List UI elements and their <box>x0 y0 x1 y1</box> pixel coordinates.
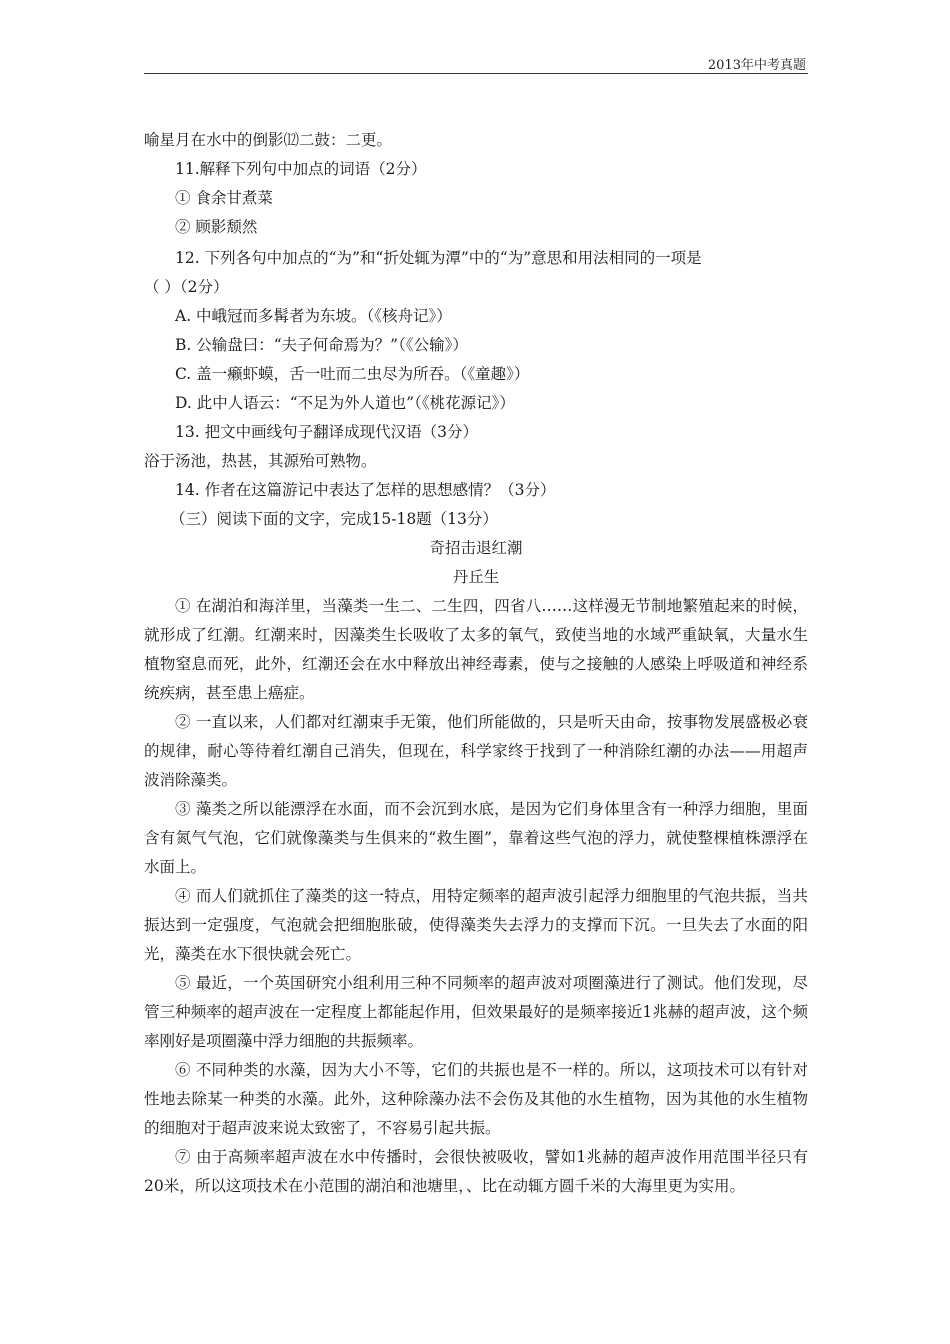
question-14: 14. 作者在这篇游记中表达了怎样的思想感情？（3分） <box>175 481 556 499</box>
article-paragraph-5: ⑤ 最近，一个英国研究小组利用三种不同频率的超声波对项圈藻进行了测试。他们发现，尽管三种频率的超声波在一定程度上都能起作用，但效果最好的是频率接近1兆赫的超声波，这个频率刚好是项圈藻中浮力细胞的共振频率。 <box>144 974 808 1050</box>
question-12-option-a: A. 中峨冠而多髯者为东坡。（《核舟记》） <box>175 307 452 325</box>
question-12: 12. 下列各句中加点的“为”和“折处辄为潭”中的“为”意思和用法相同的一项是 <box>175 249 702 267</box>
question-13-sentence: 浴于汤池，热甚，其源殆可熟物。 <box>144 452 377 470</box>
text-line: 喻星月在水中的倒影⑿二鼓：二更。 <box>144 131 393 149</box>
question-11: 11.解释下列句中加点的词语（2分） <box>175 160 427 178</box>
question-12-continued: （ ）（2分） <box>144 278 229 296</box>
question-11-item-1: ① 食余甘煮菜 <box>175 189 273 207</box>
article-paragraph-6: ⑥ 不同种类的水藻，因为大小不等，它们的共振也是不一样的。所以，这项技术可以有针对性地去除某一种类的水藻。此外，这种除藻办法不会伤及其他的水生植物，因为其他的水生植物的细胞对于超声波来说太致密了，不容易引起共振。 <box>144 1061 808 1137</box>
page-header-title: 2013年中考真题 <box>707 58 806 73</box>
question-12-option-b: B. 公输盘曰：“夫子何命焉为？”（《公输》） <box>175 336 468 354</box>
document-body <box>144 126 808 1201</box>
question-11-item-2: ② 顾影颓然 <box>175 218 258 236</box>
article-author: 丹丘生 <box>452 568 500 586</box>
article-paragraph-2: ② 一直以来，人们都对红潮束手无策，他们所能做的，只是听天由命，按事物发展盛极必衰的规律，耐心等待着红潮自己消失，但现在，科学家终于找到了一种消除红潮的办法——用超声波消除藻类。 <box>144 713 808 789</box>
article-paragraph-3: ③ 藻类之所以能漂浮在水面，而不会沉到水底，是因为它们身体里含有一种浮力细胞，里面含有氮气气泡，它们就像藻类与生俱来的“救生圈”，靠着这些气泡的浮力，就使整棵植株漂浮在水面上。 <box>144 800 808 876</box>
question-12-option-d: D. 此中人语云：“不足为外人道也”（《桃花源记》） <box>175 394 515 412</box>
article-paragraph-7: ⑦ 由于高频率超声波在水中传播时，会很快被吸收，譬如1兆赫的超声波作用范围半径只有20米，所以这项技术在小范围的湖泊和池塘里，、比在动辄方圆千米的大海里更为实用。 <box>144 1148 808 1195</box>
article-paragraph-4: ④ 而人们就抓住了藻类的这一特点，用特定频率的超声波引起浮力细胞里的气泡共振，当共振达到一定强度，气泡就会把细胞胀破，使得藻类失去浮力的支撑而下沉。一旦失去了水面的阳光，藻类在水下很快就会死亡。 <box>144 887 808 963</box>
question-13: 13. 把文中画线句子翻译成现代汉语（3分） <box>175 423 478 441</box>
article-paragraph-1: ① 在湖泊和海洋里，当藻类一生二、二生四，四省八……这样漫无节制地繁殖起来的时候，就形成了红潮。红潮来时，因藻类生长吸收了太多的氧气，致使当地的水域严重缺氧，大量水生植物窒息而死，此外，红潮还会在水中释放出神经毒素，使与之接触的人感染上呼吸道和神经系统疾病，甚至患上癌症。 <box>144 597 808 702</box>
question-12-option-c: C. 盖一癞虾蟆，舌一吐而二虫尽为所吞。（《童趣》） <box>175 365 530 383</box>
article-title: 奇招击退红潮 <box>429 539 523 557</box>
section-3-heading: （三）阅读下面的文字，完成15-18题（13分） <box>170 510 498 528</box>
header-divider <box>144 73 808 74</box>
